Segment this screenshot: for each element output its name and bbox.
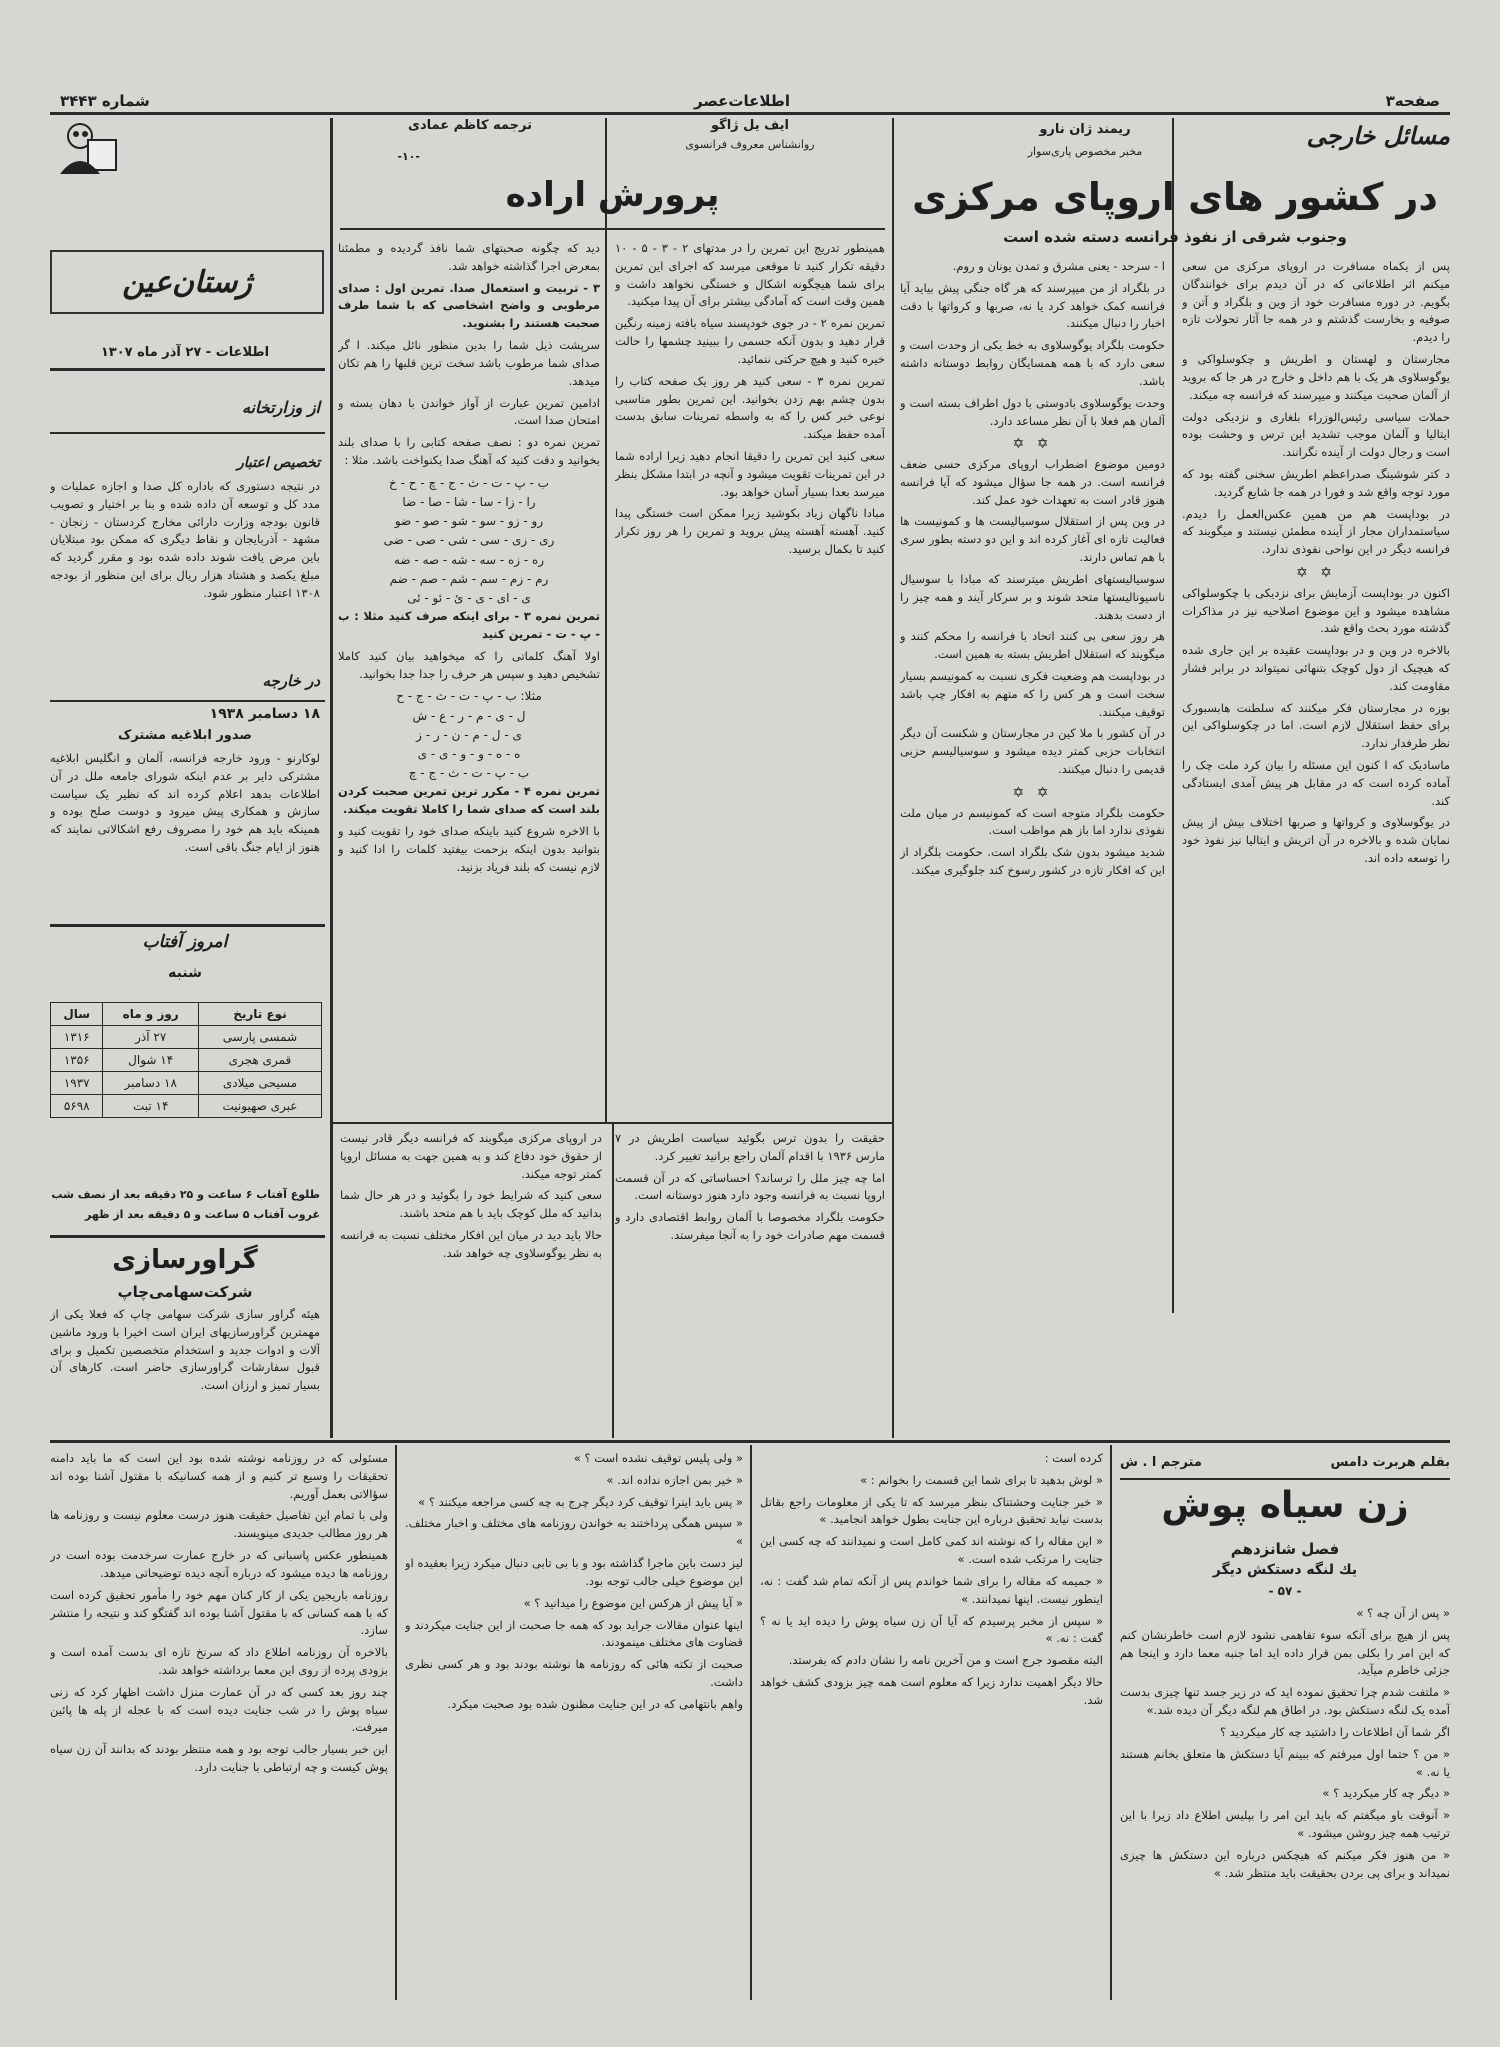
paragraph: روزنامه باریجین یکی از کار کنان مهم خود را مأمور تحقیق کرده است که با همه کسانی که با مقتول آشنا بوده اند گفتگو کند و نتیجه را منتشر سازد. <box>50 1587 388 1638</box>
letter-line: ری - زی - سی - شی - صی - ضی <box>383 533 555 548</box>
table-cell: قمری هجری <box>198 1049 321 1072</box>
paragraph: « خبر جنایت وحشتناک بنظر میرسد که تا یکی از معلومات راجع بقاتل بدست نیاید تحقیق درباره این جنایت بطول خواهد انجامید. » <box>760 1494 1103 1527</box>
paragraph: تمرین نمره دو : نصف صفحه کتابی را با صدای بلند بخوانید و دقت کنید که آهنگ صدا یکنواخت باشد. مثلا : <box>338 435 600 467</box>
letter-exercise <box>338 687 600 783</box>
column-header: نوع تاریخ <box>198 1003 321 1026</box>
paragraph: « جمیمه که مقاله را برای شما خواندم پس از آنکه تمام شد گفت : نه، اینطور نیست. اینها نمیدانند. » <box>760 1573 1103 1606</box>
sidebar-rule <box>50 1235 325 1238</box>
paragraph: « ولی پلیس توقیف نشده است ؟ » <box>573 1451 743 1465</box>
section-label: مسائل خارجی <box>1306 122 1450 150</box>
credit-title: تخصیص اعتبار <box>236 455 320 471</box>
star-divider: ✡ ✡ <box>1012 784 1053 801</box>
paragraph: سرپشت ذیل شما را بدین منظور نائل میکند. ا گر صدای شما مرطوب باشد سخت ترین قلبها را هم تکان میدهد. <box>338 338 600 388</box>
table-row <box>51 1095 322 1118</box>
ad-subtitle: شرکت‌سهامی‌چاپ <box>117 1283 253 1301</box>
letter-line: رم - زم - سم - شم - صم - ضم <box>389 571 549 586</box>
masthead <box>50 92 1450 110</box>
paragraph: تمرین نمره ۴ - مکرر ترین تمرین صحبت کردن بلند است که صدای شما را کاملا تقویت میکند. <box>338 784 600 817</box>
article-subtitle: وجنوب شرقی از نفوذ فرانسه دسته شده است <box>1003 228 1347 246</box>
paragraph: « آیا پیش از هرکس این موضوع را میدانید ؟ » <box>523 1595 743 1610</box>
paragraph: بوزه در مجارستان فکر میکنند که سلطنت هابسبورک برای حفظ استقلال لازم است. اما در چکوسلواکی این نظر طرفدار ندارد. <box>1182 700 1450 751</box>
letter-line: ی - ای - ی - ئ - ئو - ئی <box>407 590 531 605</box>
column-rule <box>892 118 894 1438</box>
paragraph: مجارستان و لهستان و اطریش و چکوسلواکی و یوگوسلاوی هر یک با هم داخل و خارج در هر جا که بروید از آلمان صحبت میکنند و میپرسند که فرانسه چه میکند. <box>1182 352 1450 402</box>
article-title: پرورش اراده <box>505 175 720 215</box>
serial-col-1 <box>1120 1605 1450 2000</box>
paragraph: لیز دست باین ماجرا گذاشته بود و با بی تابی دنبال میکرد زیرا بعقیده او این موضوع خیلی جالب توجه بود. <box>405 1556 743 1588</box>
paragraph: اکنون در بوداپست آزمایش برای نزدیکی با چکوسلواکی مشاهده میشود و این موضوع اصلاحیه نیز در مذاکرات گذشته مورد بحث واقع شد. <box>1182 585 1450 636</box>
paragraph: در اروپای مرکزی میگویند که فرانسه دیگر قادر نیست از حقوق خود دفاع کند و به همین جهت به مسائل اروپا کمتر توجه میکند. <box>340 1131 602 1181</box>
paragraph: بالاخره آن روزنامه اطلاع داد که سرنخ تازه ای بدست آمده است و بزودی پرده از روی این معما برداشته خواهد شد. <box>50 1645 388 1677</box>
paragraph: تمرین نمره ۲ - در جوی خودپسند سیاه بافته زمینه رنگین قرار دهید و بدون آنکه جسمی را ببینید چشمها را حالت خیره کنید و هیچ حرکتی ننمائید. <box>615 316 885 366</box>
paragraph: « من هنوز فکر میکنم که هیچکس درباره این دستکش ها چیزی نمیداند و برای پی بردن بحقیقت باید منتظر شد. » <box>1120 1847 1450 1880</box>
politics-col-1 <box>1182 258 1450 1313</box>
paragraph: ادامین تمرین عبارت از آواز خواندن با دهان بسته و امتحان صدا است. <box>338 395 600 428</box>
paragraph: همینطور تدریج این تمرین را در مدتهای ۲ - ۳ - ۵ - ۱۰ دقیقه تکرار کنید تا موقعی میرسد که اجرای این تمرین برای شما هیچگونه اشکال و خستگی نخواهد داشت و همین وقت است که آمادگی بیشتر برای آن پیدا میکنید. <box>615 241 885 309</box>
paragraph: در بوداپست هم من همین عکس‌العمل را دیدم. سیاستمداران مجار از آینده مطمئن نیستند و میگویند که فرانسه دیگر در این نواحی نفوذی ندارد. <box>1182 506 1450 557</box>
series-author: روانشناس معروف فرانسوی <box>685 138 815 151</box>
letter-line: را - زا - سا - شا - صا - ضا <box>402 494 536 509</box>
paragraph: سعی کنید که شرایط خود را بگوئید و در هر حال شما بدانید که ملل کوچک باید با هم متحد باشند. <box>340 1188 602 1221</box>
letter-line: ه - ه - و - و - ی - ی <box>417 746 521 761</box>
serial-chapter-sub: یك لنگه دستکش دیگر <box>1212 1562 1358 1578</box>
column-rule <box>605 118 607 1123</box>
article-number: -۱۰- <box>397 150 420 163</box>
paragraph: در بوداپست هم وضعیت فکری نسبت به کمونیسم بسیار سخت است و هر کس را که متهم به افکار چپ باشد توقیف میکنند. <box>900 668 1165 719</box>
sidebar-logo: ژ‌ستان‌عین <box>50 250 324 314</box>
foreign-date: ۱۸ دسامبر ۱۹۳۸ <box>209 706 320 722</box>
table-cell: ۱۳۱۶ <box>51 1026 103 1049</box>
table-cell: ۱۴ شوال <box>103 1049 199 1072</box>
sidebar-section: از وزارتخانه <box>241 398 320 417</box>
paragraph: بالاخره در وین و در بوداپست عقیده بر این جاری شده که هیچیک از دول کوچک بتنهائی نمیتواند در برابر فشار مقاومت کند. <box>1182 643 1450 693</box>
translator: ترجمه کاظم عمادی <box>408 118 532 133</box>
paragraph: هر روز سعی بی کنند اتحاد با فرانسه را محکم کنند و میگویند که استقلال اطریش بسته به همین است. <box>900 629 1165 662</box>
table-cell: ۲۷ آذر <box>103 1026 199 1049</box>
table-cell: مسیحی میلادی <box>198 1072 321 1095</box>
paragraph: حکومت بلگراد مخصوصا با آلمان روابط اقتصادی دارد و قسمت مهم صادرات خود را به آنجا میفرستد. <box>615 1210 885 1243</box>
paragraph: اما چه چیز ملل را ترساند؟ احساساتی که در آن قسمت اروپا نسبت به فرانسه وجود دارد هنوز دوستانه است. <box>615 1170 885 1203</box>
paragraph: با الاخره شروع کنید باینکه صدای خود را تقویت کنید و بتوانید بدون اینکه بزحمت بیفتید کلمات را ادا کنید و لازم نیست که بلند فریاد بزنید. <box>338 823 600 874</box>
paragraph: حقیقت را بدون ترس بگوئید سیاست اطریش در ۷ مارس ۱۹۳۶ با اقدام آلمان راجع برانید تغییر کرد. <box>615 1131 885 1163</box>
title-rule <box>340 228 885 230</box>
paper-name: اطلاعات‌عصر <box>694 92 790 110</box>
letter-exercise <box>338 474 600 608</box>
paragraph: حملات سیاسی رئیس‌الوزراء بلغاری و نزدیکی دولت ایتالیا و آلمان موجب تشدید این ترس و وحشت بوده است و رجال دولت از آینده نگرانند. <box>1182 409 1450 460</box>
star-divider: ✡ ✡ <box>1296 565 1336 581</box>
paragraph: د کتر شوشینگ صدراعظم اطریش سخنی گفته بود که مورد توجه واقع شد و فورا در همه جا شایع گردید. <box>1182 466 1450 499</box>
table-cell: ۱۹۳۷ <box>51 1072 103 1095</box>
page-label: صفحه۳ <box>1385 92 1440 110</box>
paragraph: « پس از آن چه ؟ » <box>1356 1606 1450 1620</box>
paragraph: « آنوقت باو میگفتم که باید این امر را بپلیس اطلاع داد زیرا با این ترتیب همه چیز روشن میشود. » <box>1120 1808 1450 1840</box>
lower-col-left <box>615 1130 885 1438</box>
paragraph: « سپس همگی پرداختند به خواندن روزنامه های مختلف و اخبار مختلف. » <box>405 1516 743 1549</box>
paragraph: پس از یکماه مسافرت در اروپای مرکزی من سعی میکنم اثر اطلاعاتی که در آن دیدم برای خوانندگان بگویم. در دوره مسافرت خود از وین و بلگراد و آتن و صوفیه و بخارست گذشتم و در همه جا آثار تحولات تازه را دیدم. <box>1182 259 1450 345</box>
column-rule <box>1110 1445 1112 2000</box>
serial-col-3 <box>405 1450 743 2000</box>
sidebar-rule <box>50 368 325 371</box>
table-cell: ۱۳۵۶ <box>51 1049 103 1072</box>
paragraph: تمرین نمره ۳ - سعی کنید هر روز یک صفحه کتاب را بدون چشم بهم زدن بخوانید. این تمرین بطور مناسبی نوعی خبر کس را که به واسطه تمرینات سابق بدست آمده حفظ میکند. <box>615 373 885 442</box>
paragraph: ۳ - تربیت و استعمال صدا. تمرین اول : صدای مرطوبی و واضح اشخاصی که با شما طرف صحبت هستند را بشنوید. <box>338 280 600 331</box>
letter-line: رو - زو - سو - شو - صو - ضو <box>394 514 544 529</box>
calendar-header: امروز آفتاب <box>142 932 228 952</box>
paragraph: همینطور عکس پاسبانی که در خارج عمارت سرخدمت بوده است در روزنامه ها دیده میشود که درباره آنچه دیده توضیحاتی میدهد. <box>50 1548 388 1580</box>
foreign-title: صدور ابلاغیه مشترک <box>118 728 252 743</box>
paragraph: اینها عنوان مقالات جراید بود که همه جا صحبت از این جنایت میکردند و قضاوت های مختلف مینمودند. <box>405 1617 743 1650</box>
masthead-rule <box>50 112 1450 115</box>
column-header: روز و ماه <box>103 1003 199 1026</box>
article-title: در کشور های اروپای مرکزی <box>912 175 1438 219</box>
column-rule <box>395 1445 397 2000</box>
letter-line: ل - ی - م - ر - ع - ش <box>412 708 526 723</box>
paragraph: « دیگر چه کار میکردید ؟ » <box>1322 1786 1450 1801</box>
lower-col-right <box>340 1130 602 1438</box>
paragraph: « ملتفت شدم چرا تحقیق نموده اید که در زیر جسد تنها چیزی بدست آمده یک لنگه دستکش بود. در اطاق هم لنگه دیگر آن دیده شد.» <box>1120 1685 1450 1718</box>
serial-rule <box>1120 1478 1450 1480</box>
byline-role: مخبر مخصوص پاری‌سوار <box>1027 145 1143 158</box>
serial-number: - ۵۷ - <box>1268 1584 1302 1598</box>
paragraph: کرده است : <box>1044 1451 1103 1465</box>
paragraph: « پس باید اینرا توقیف کرد دیگر چرج به چه کسی مراجعه میکنند ؟ » <box>418 1494 743 1509</box>
table-row <box>51 1049 322 1072</box>
paragraph: واهم بانتهامی که در این جنایت مظنون شده بود صحبت میکرد. <box>447 1696 743 1711</box>
sidebar-section: در خارجه <box>262 672 320 690</box>
issue-number: شماره ۳۴۴۳ <box>60 92 150 110</box>
paragraph: حالا باید دید در میان این افکار مختلف نسبت به فرانسه به نظر یوگوسلاوی چه خواهد شد. <box>340 1228 602 1260</box>
table-header-row <box>51 1003 322 1026</box>
table-cell: ۵۶۹۸ <box>51 1095 103 1118</box>
cartoon-reader-icon <box>50 118 120 176</box>
byline-author: ریمند ژان نارو <box>1039 122 1131 137</box>
letter-line: ب - پ - ت - ث - ج - چ - ح - خ <box>389 475 549 490</box>
serial-translator: مترجم ا . ش <box>1120 1455 1202 1470</box>
paragraph: دومین موضوع اضطراب اروپای مرکزی حسی ضعف فرانسه است. در همه جا سؤال میشود که آیا فرانسه هنوز قادر است به تعهدات خود عمل کند. <box>900 457 1165 507</box>
foreign-text: لوکارنو - ورود خارجه فرانسه، آلمان و انگلیس ابلاغیه مشترکی دایر بر عدم اینکه شورای جامعه ملل در آن اطلاعات بدهد اعلام کرده اند که نظیر یک سیاست سازش و همکاری پیش میرود و دوست صلح بوده و همینکه باید هم خود را مصروف رفع اشکالاتی نمایند که هنوز از ایام جنگ باقی است. <box>50 751 320 855</box>
letter-line: ی - ل - م - ن - ر - ز <box>416 727 522 742</box>
column-header: سال <box>51 1003 103 1026</box>
paragraph: « سپس از مخبر پرسیدم که آیا آن زن سیاه پوش را دیده اید یا نه ؟ گفت : نه. » <box>760 1613 1103 1646</box>
sunset-time: غروب آفتاب ۵ ساعت و ۵ دقیقه بعد از ظهر <box>85 1208 320 1221</box>
serial-title: زن سیاه پوش <box>1161 1485 1409 1526</box>
calendar-table <box>50 1002 322 1118</box>
paragraph: در وین پس از استقلال سوسیالیست ها و کمونیست ها فعالیت تازه ای آغاز کرده اند و این دو دسته بطور سری با هم تماس دارند. <box>900 514 1165 565</box>
paragraph: ولی با تمام این تفاصیل حقیقت هنوز درست معلوم نیست و روزنامه ها هر روز مطالب جدیدی مینویسند. <box>50 1508 388 1541</box>
ad-text: هیئه گراور سازی شرکت سهامی چاپ که فعلا یکی از مهمترین گراورسازیهای ایران است اخیرا با ورود ماشین آلات و ادوات جدید و استخدام متخصصین تکمیل و برای قبول سفارشات گراورسازی حاضر است. کارهای آن بسیار تمیز و ارزان است. <box>50 1307 320 1393</box>
serial-author: بقلم هربرت دامس <box>1330 1455 1450 1470</box>
sidebar-rule <box>50 432 325 434</box>
paragraph: دید که چگونه صحبتهای شما نافذ گردیده و مطمئنا بمعرض اجرا گذاشته خواهد شد. <box>338 241 600 273</box>
paragraph: تمرین نمره ۳ - برای اینکه صرف کنید مثلا : ب - پ - ت - تمرین کنید <box>338 609 600 641</box>
paragraph: حکومت بلگراد متوجه است که کمونیسم در میان ملت نفوذی ندارد اما باز هم مواظب است. <box>900 805 1165 838</box>
serial-chapter: فصل شانزدهم <box>1230 1540 1340 1558</box>
paragraph: پس از هیچ برای آنکه سوء تفاهمی نشود لازم است خاطرنشان کنم که این امر را بکلی بمن قرار داده اید اما جنبه معما دارد و اینجا هم جزئی خاطرم میآید. <box>1120 1627 1450 1678</box>
table-cell: ۱۴ تبت <box>103 1095 199 1118</box>
table-cell: شمسی پارسی <box>198 1026 321 1049</box>
serial-col-4 <box>50 1450 388 2000</box>
paragraph: اولا آهنگ کلماتی را که میخواهید بیان کنید کاملا تشخیص دهید و سپس هر حرف را جدا جدا بخوانید. <box>338 648 600 681</box>
column-rule <box>330 118 333 1438</box>
paragraph: ا - سرحد - یعنی مشرق و تمدن یونان و روم. <box>952 259 1165 273</box>
paragraph: صحبت از تکته هائی که روزنامه ها نوشته بودند بود و هر کسی نظری داشت. <box>405 1657 743 1689</box>
column-rule <box>750 1445 752 2000</box>
calendar-table-wrap <box>50 1002 322 1118</box>
paragraph: در بلگراد از من میپرسند که هر گاه جنگی پیش بیاید آیا فرانسه کمک خواهد کرد یا نه، صربها و کرواتها با دقت اخبار را دنبال میکنند. <box>900 280 1165 331</box>
serial-col-2 <box>760 1450 1103 2000</box>
star-divider: ✡ ✡ <box>1012 436 1053 453</box>
paragraph: « این مقاله را که نوشته اند کمی کامل است و نمیدانند که چه کسی این جنایت را مرتکب شده است. » <box>760 1534 1103 1567</box>
table-cell: عبری صهیونیت <box>198 1095 321 1118</box>
column-rule <box>612 1123 614 1438</box>
paragraph: چند روز بعد کسی که در آن عمارت منزل داشت اظهار کرد که زنی سیاه پوش را در شب جنایت دیده است که با عجله از پله ها پائین میرفت. <box>50 1684 388 1735</box>
column-rule <box>1172 118 1174 1313</box>
paragraph: در یوگوسلاوی و کرواتها و صربها اختلاف بیش از پیش نمایان شده و بالاخره در آن اتریش و ایتالیا نیز نفوذ خود را توسعه داده اند. <box>1182 815 1450 866</box>
section-rule <box>50 1440 1450 1443</box>
paragraph: ماسادیک که ا کنون این مسئله را بیان کرد ملت چک را آماده کرده است که در مقابل هر پیش آمدی ایستادگی کند. <box>1182 758 1450 808</box>
series-title: ایف یل ژاگو <box>710 118 789 133</box>
sidebar-rule <box>50 700 325 702</box>
paragraph: سعی کنید این تمرین را دقیقا انجام دهید زیرا اراده شما در این تمرینات تقویت میشود و آنچه در ابتدا مشکل بنظر میرسد بعدا بسیار آسان خواهد بود. <box>615 448 885 499</box>
paragraph: البته مقصود جرج است و من آخرین نامه را نشان دادم که بفرستد. <box>788 1653 1103 1668</box>
paragraph: مسئولی که در روزنامه نوشته شده بود این است که ما باید دامنه تحقیقات را وسیع تر کنیم و از همه کسانیکه با مقتول آشنا بوده اند سؤالاتی بعمل آوریم. <box>50 1451 388 1501</box>
table-row <box>51 1026 322 1049</box>
willpower-col-right <box>338 240 600 1105</box>
paragraph: حالا دیگر اهمیت ندارد زیرا که معلوم است همه چیز بزودی کشف خواهد شد. <box>760 1674 1103 1707</box>
letter-line: ره - زه - سه - شه - صه - ضه <box>393 552 545 567</box>
paragraph: حکومت بلگراد یوگوسلاوی به خط یکی از وحدت است و سعی دارد که با همه همسایگان روابط دوستانه داشته باشد. <box>900 338 1165 388</box>
paragraph: وحدت یوگوسلاوی بادوستی با دول اطراف بسته است و آلمان هم فعلا با آن نظر مساعد دارد. <box>900 395 1165 428</box>
ad-title: گراورسازی <box>112 1245 258 1275</box>
paragraph: « من ؟ حتما اول میرفتم که ببینم آیا دستکش ها متعلق بخانم هستند یا نه. » <box>1120 1746 1450 1779</box>
credit-text: در نتیجه دستوری که باداره کل صدا و اجازه عملیات و مدد کل و توسعه آن داده شده و بنا بر اختیار و تصویب قانون بودجه وزارت دارائی مخارج کردستان - زنجان - مشهد - آذربایجان و نقاط دیگری که ممکن بود مبتلایان باین مرض یافت شوند داده شده بود و مقرر گردید که مبلغ یکصد و هشتاد هزار ریال برای این منظور از بودجه ۱۳۰۸ اعتبار منظور شود. <box>50 479 320 600</box>
paragraph: اگر شما آن اطلاعات را داشتید چه کار میکردید ؟ <box>1219 1724 1450 1739</box>
letter-line: ب - پ - ت - ث - ج - چ <box>408 766 530 781</box>
sunrise-time: طلوع آفتاب ۶ ساعت و ۲۵ دقیقه بعد از نصف شب <box>51 1188 320 1201</box>
paragraph: « خیر بمن اجازه نداده اند. » <box>606 1472 743 1487</box>
table-cell: ۱۸ دسامبر <box>103 1072 199 1095</box>
politics-col-2 <box>900 258 1165 1438</box>
table-row <box>51 1072 322 1095</box>
paragraph: شدید میشود بدون شک بلگراد است. حکومت بلگراد از این که افکار تازه در کشور رسوخ کند جلوگیری میکند. <box>900 845 1165 877</box>
sidebar-date: اطلاعات - ۲۷ آذر ماه ۱۳۰۷ <box>100 345 270 360</box>
willpower-col-left <box>615 240 885 1120</box>
paragraph: سوسیالیستهای اطریش میترسند که مبادا با سوسیال ناسیونالیستها متحد شوند و بر سرکار آیند و همه چیز را از دست بدهند. <box>900 571 1165 622</box>
paragraph: این خبر بسیار جالب توجه بود و همه منتظر بودند که بدانند آن زن سیاه پوش کیست و چه ارتباطی با جنایت دارد. <box>50 1742 388 1774</box>
paragraph: مبادا ناگهان زیاد بکوشید زیرا ممکن است خستگی پیدا کنید. آهسته آهسته پیش بروید و تمرین را هر روز تکرار کنید تا بکمال برسید. <box>615 506 885 556</box>
paragraph: در آن کشور با ملا کین در مجارستان و شکست آن دیگر انتخابات حزبی کمتر دیده میشود و سوسیالیسم حزبی قدیمی را دنبال میکنند. <box>900 726 1165 776</box>
weekday: شنبه <box>168 965 202 981</box>
sidebar-rule <box>50 924 325 927</box>
letter-line: مثلا: ب - پ - ت - ث - ج - ح <box>396 689 542 704</box>
paragraph: « لوش بدهید تا برای شما این قسمت را بخوانم : » <box>860 1472 1103 1487</box>
